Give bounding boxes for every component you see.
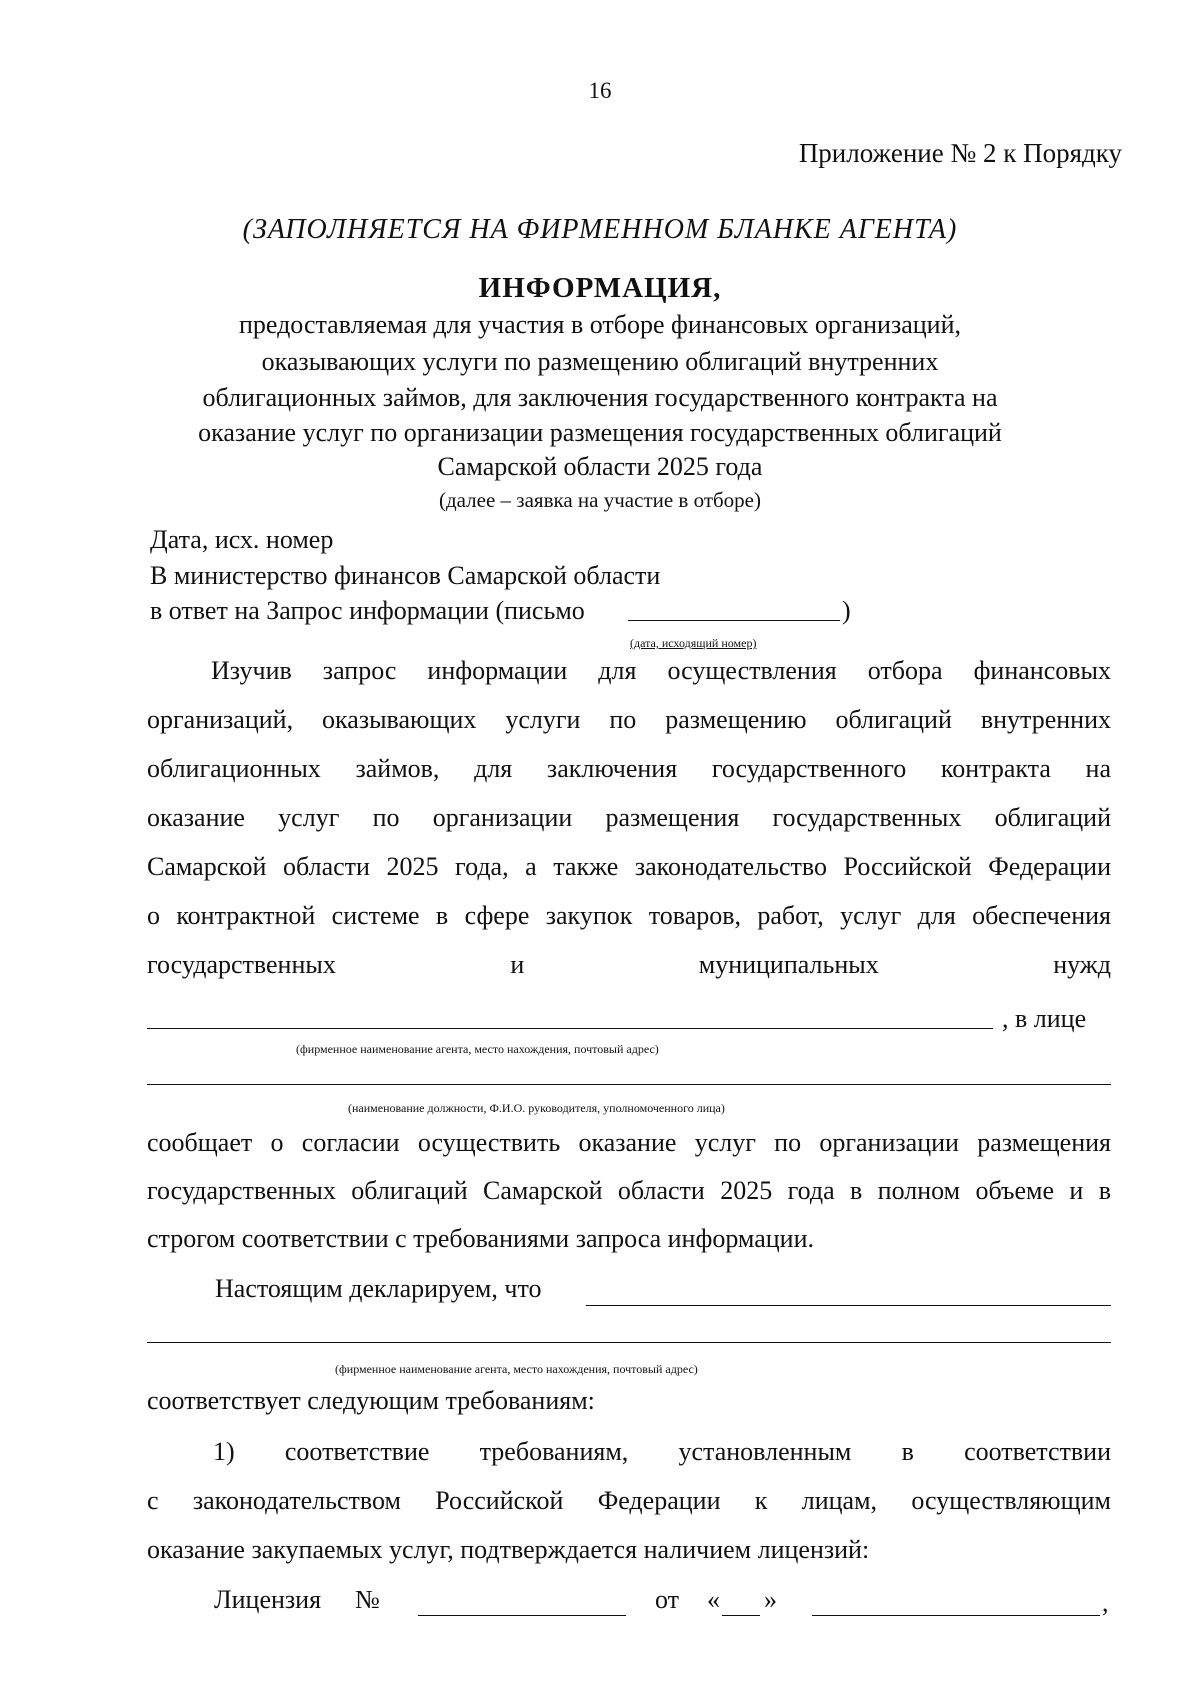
letter-reference-hint: (дата, исходящий номер) bbox=[630, 636, 757, 650]
body-line: государственных и муниципальных нужд bbox=[147, 950, 1111, 979]
declaration-blank-second[interactable] bbox=[147, 1342, 1111, 1343]
consent-line: строгом соответствии с требованиями запроса информации. bbox=[147, 1224, 814, 1253]
response-to-request-line: в ответ на Запрос информации (письмо bbox=[150, 596, 585, 625]
recipient-line: В министерство финансов Самарской области bbox=[150, 561, 661, 590]
license-comma: , bbox=[1102, 1588, 1109, 1617]
requirements-intro: соответствует следующим требованиям: bbox=[147, 1386, 595, 1415]
license-number-blank[interactable] bbox=[418, 1615, 626, 1616]
declaration-blank[interactable] bbox=[586, 1305, 1111, 1306]
requirement-line: оказание закупаемых услуг, подтверждается наличием лицензий: bbox=[147, 1535, 870, 1564]
body-line: о контрактной системе в сфере закупок товаров, работ, услуг для обеспечения bbox=[147, 901, 1111, 930]
declaration-hint: (фирменное наименование агента, место нахождения, почтовый адрес) bbox=[335, 1362, 698, 1376]
official-name-hint: (наименование должности, Ф.И.О. руководителя, уполномоченного лица) bbox=[348, 1101, 725, 1115]
subtitle-line: оказание услуг по организации размещения государственных облигаций bbox=[198, 418, 1002, 447]
appendix-reference: Приложение № 2 к Порядку bbox=[798, 138, 1122, 168]
license-day-blank[interactable] bbox=[722, 1615, 760, 1616]
in-person-label: , в лице bbox=[1002, 1004, 1087, 1033]
subtitle-line: облигационных займов, для заключения государственного контракта на bbox=[202, 383, 998, 412]
license-quote-open: « bbox=[707, 1585, 720, 1614]
license-quote-close: » bbox=[764, 1585, 777, 1614]
date-outgoing-number: Дата, исх. номер bbox=[150, 525, 334, 554]
license-number-sign: № bbox=[355, 1585, 380, 1614]
requirement-line: с законодательством Российской Федерации к лицам, осуществляющим bbox=[147, 1486, 1111, 1515]
consent-line: сообщает о согласии осуществить оказание услуг по организации размещения bbox=[147, 1128, 1111, 1157]
subtitle-line: предоставляемая для участия в отборе финансовых организаций, bbox=[238, 310, 962, 339]
body-line: организаций, оказывающих услуги по размещению облигаций внутренних bbox=[147, 705, 1111, 734]
closing-parenthesis: ) bbox=[842, 596, 851, 625]
document-title: ИНФОРМАЦИЯ, bbox=[478, 272, 722, 304]
body-line: оказание услуг по организации размещения государственных облигаций bbox=[147, 803, 1111, 832]
license-label: Лицензия bbox=[214, 1585, 322, 1614]
license-from-label: от bbox=[655, 1585, 680, 1614]
declaration-label: Настоящим декларируем, что bbox=[215, 1274, 542, 1303]
subtitle-line: оказывающих услуги по размещению облигаций внутренних bbox=[261, 347, 939, 376]
letterhead-note: (ЗАПОЛНЯЕТСЯ НА ФИРМЕННОМ БЛАНКЕ АГЕНТА) bbox=[242, 214, 958, 245]
subtitle-line: Самарской области 2025 года bbox=[437, 452, 763, 481]
letter-reference-blank[interactable] bbox=[628, 620, 840, 621]
requirement-line: 1) соответствие требованиям, установленным в соответствии bbox=[213, 1437, 1111, 1466]
official-name-blank[interactable] bbox=[147, 1084, 1111, 1085]
body-line: облигационных займов, для заключения государственного контракта на bbox=[147, 754, 1111, 783]
license-month-year-blank[interactable] bbox=[812, 1615, 1100, 1616]
body-line: Изучив запрос информации для осуществления отбора финансовых bbox=[211, 656, 1111, 685]
agent-name-hint: (фирменное наименование агента, место нахождения, почтовый адрес) bbox=[296, 1042, 659, 1056]
consent-line: государственных облигаций Самарской области 2025 года в полном объеме и в bbox=[147, 1176, 1111, 1205]
body-line: Самарской области 2025 года, а также законодательство Российской Федерации bbox=[147, 852, 1111, 881]
page-number: 16 bbox=[588, 78, 612, 103]
subtitle-note: (далее – заявка на участие в отборе) bbox=[438, 488, 761, 512]
agent-name-blank[interactable] bbox=[147, 1028, 993, 1029]
